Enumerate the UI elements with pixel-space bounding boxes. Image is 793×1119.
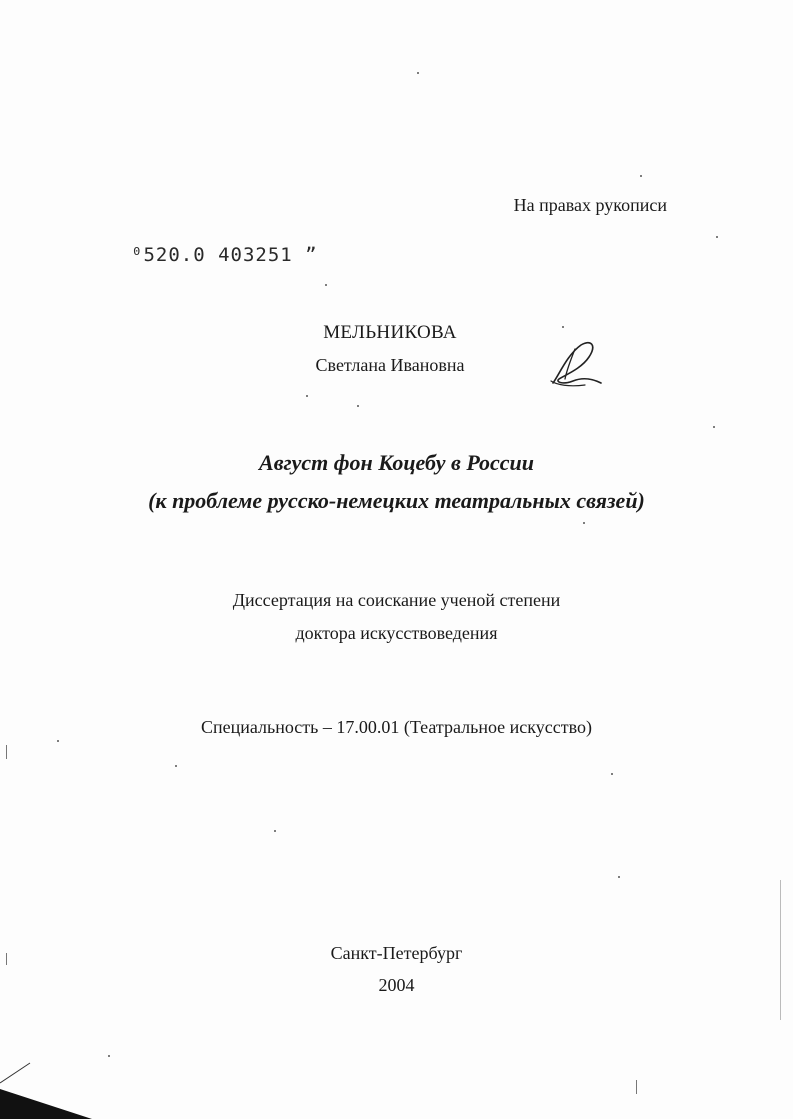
scan-speck <box>618 876 620 878</box>
scan-corner-shadow <box>0 1049 100 1119</box>
signature-icon <box>545 335 605 395</box>
scan-speck <box>274 830 276 832</box>
scan-speck <box>357 405 359 407</box>
scan-speck <box>583 522 585 524</box>
specialty-line: Специальность – 17.00.01 (Театральное искусство) <box>200 717 592 737</box>
scan-edge-mark <box>636 1080 637 1094</box>
rights-notice: На правах рукописи <box>513 195 667 215</box>
degree-line-1: Диссертация на соискание ученой степени <box>232 590 561 610</box>
degree-line-2: доктора искусствоведения <box>295 623 498 643</box>
scan-edge-mark <box>6 953 7 965</box>
author-given-names: Светлана Ивановна <box>315 355 465 375</box>
author-surname: МЕЛЬНИКОВА <box>323 322 457 343</box>
scan-speck <box>611 773 613 775</box>
scan-speck <box>306 395 308 397</box>
scan-speck <box>640 175 642 177</box>
city: Санкт-Петербург <box>330 943 463 963</box>
dissertation-subtitle: (к проблеме русско-немецких театральных связей) <box>148 488 645 513</box>
scan-edge-mark <box>6 745 7 759</box>
scan-speck <box>57 740 59 742</box>
scan-speck <box>417 72 419 74</box>
scan-edge-mark <box>780 880 781 1020</box>
scan-speck <box>562 326 564 328</box>
scan-speck <box>713 426 715 428</box>
scan-speck <box>325 284 327 286</box>
scan-speck <box>716 236 718 238</box>
archive-stamp-number: ⁰520.0 403251 ˮ <box>131 244 318 266</box>
scan-speck <box>175 765 177 767</box>
scan-speck <box>108 1055 110 1057</box>
year: 2004 <box>378 975 415 995</box>
dissertation-title: Август фон Коцебу в России <box>259 450 534 475</box>
